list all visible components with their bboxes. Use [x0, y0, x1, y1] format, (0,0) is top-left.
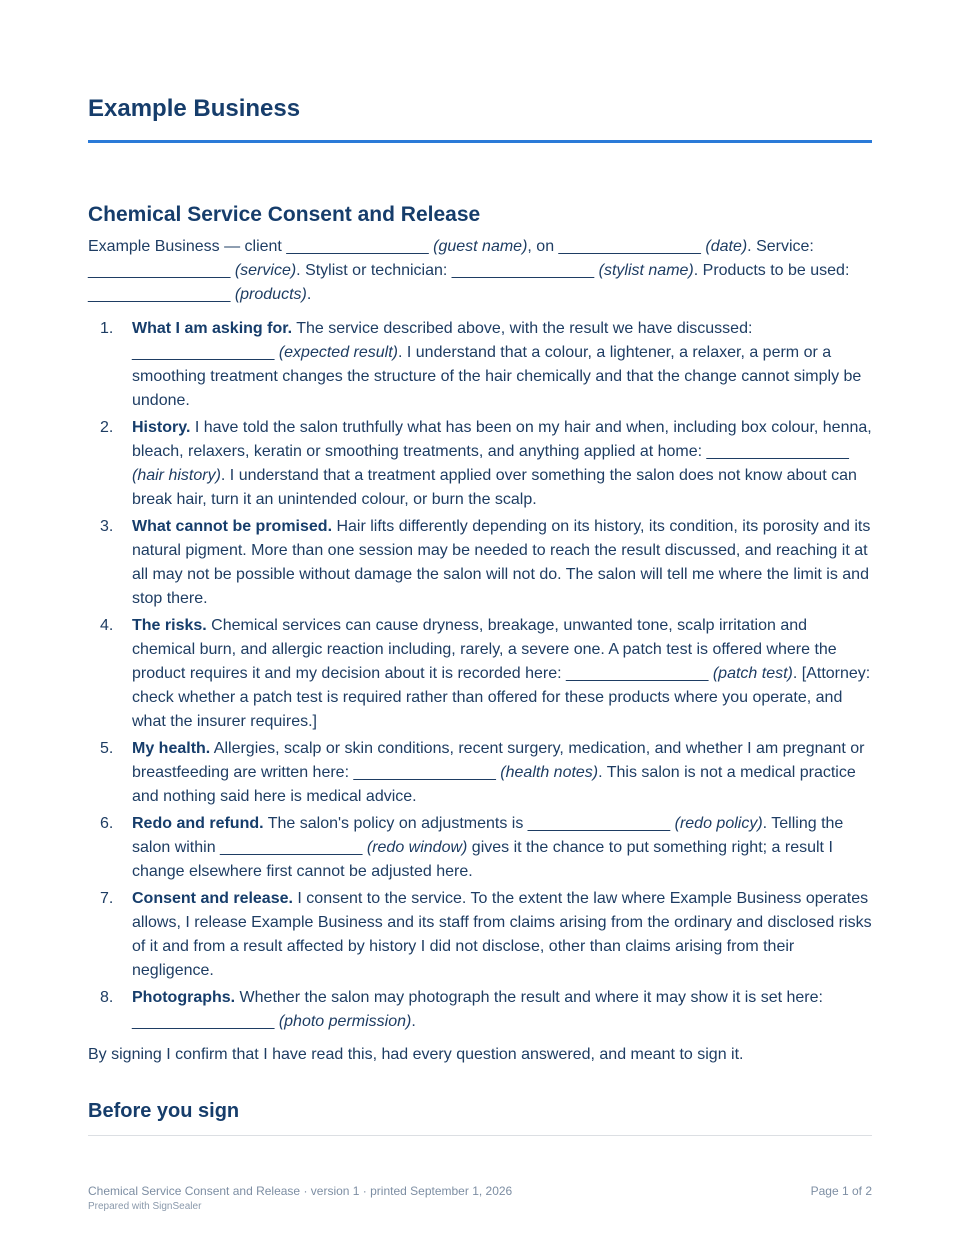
- service-hint: (service): [234, 262, 297, 279]
- clause-text: Whether the salon may photograph the result and where it may show it is set here:: [235, 989, 823, 1006]
- clause-text: The salon's policy on adjustments is: [263, 815, 528, 832]
- clause-item: [88, 416, 872, 512]
- health-notes-blank: ________________: [353, 764, 496, 781]
- health-notes-hint: (health notes): [500, 764, 599, 781]
- intro-text: .: [306, 286, 312, 303]
- hair-history-hint: (hair history): [132, 467, 221, 484]
- stylist-name-hint: (stylist name): [598, 262, 694, 279]
- redo-policy-hint: (redo policy): [674, 815, 763, 832]
- closing-statement: By signing I confirm that I have read this, had every question answered, and meant to sign it.: [88, 1046, 744, 1063]
- expected-result-blank: ________________: [132, 344, 275, 361]
- clause-heading: Redo and refund.: [132, 815, 264, 832]
- clause-number: 7.: [100, 890, 114, 907]
- intro-text: , on: [527, 238, 559, 255]
- clause-heading: My health.: [132, 740, 211, 757]
- products-blank: ________________: [88, 286, 231, 303]
- intro-paragraph: [88, 235, 872, 307]
- photo-permission-hint: (photo permission): [278, 1013, 412, 1030]
- clause-item: [88, 812, 872, 884]
- header-divider: [88, 140, 872, 143]
- clause-text: I consent to the service. To the extent the law where Example Business operates allows, I release Example Business and its staff from claims arising from the ordinary and disclosed risks of it and from a result affected by history I did not disclose, other than claims arising from their negligence.: [132, 890, 872, 979]
- clause-number: 4.: [100, 617, 114, 634]
- clause-text: . Telling the salon within: [132, 815, 844, 856]
- clause-text: The service described above, with the result we have discussed:: [292, 320, 753, 337]
- clause-number: 2.: [100, 419, 114, 436]
- clause-list: [88, 317, 872, 1037]
- service-blank: ________________: [88, 262, 231, 279]
- clause-number: 8.: [100, 989, 114, 1006]
- guest-name-hint: (guest name): [433, 238, 528, 255]
- clause-number: 1.: [100, 320, 114, 337]
- patch-test-blank: ________________: [566, 665, 709, 682]
- clause-item: [88, 986, 872, 1034]
- clause-text: Chemical services can cause dryness, breakage, unwanted tone, scalp irritation and chemical burn, and allergic reaction including, rarely, a severe one. A patch test is offered where the product requires it and my decision about it is recorded here:: [132, 617, 837, 682]
- clause-text: . This salon is not a medical practice and nothing said here is medical advice.: [132, 764, 856, 805]
- redo-window-hint: (redo window): [366, 839, 468, 856]
- document-title: Chemical Service Consent and Release: [88, 203, 481, 226]
- intro-text: . Products to be used:: [693, 262, 850, 279]
- clause-text: . I understand that a treatment applied over something the salon does not know about can break hair, turn it an unintended colour, or burn the scalp.: [132, 467, 857, 508]
- intro-text: . Service:: [747, 238, 814, 255]
- clause-item: [88, 317, 872, 413]
- clause-number: 5.: [100, 740, 114, 757]
- clause-text: . I understand that a colour, a lightener, a relaxer, a perm or a smoothing treatment changes the structure of the hair chemically and that the change cannot simply be undone.: [132, 344, 862, 409]
- intro-text: . Stylist or technician:: [296, 262, 452, 279]
- footer-prepared-with: Prepared with SignSealer: [88, 1201, 202, 1212]
- clause-item: [88, 887, 872, 983]
- clause-text: Hair lifts differently depending on its history, its condition, its porosity and its natural pigment. More than one session may be needed to reach the result discussed, and reaching it at all may not be possible without damage the salon will not do. The salon will tell me where the limit is and stop there.: [132, 518, 871, 607]
- clause-text: .: [411, 1013, 416, 1030]
- clause-item: [88, 737, 872, 809]
- clause-text: gives it the chance to put something right; a result I change elsewhere first cannot be adjusted here.: [132, 839, 833, 880]
- clause-item: [88, 614, 872, 734]
- clause-number: 6.: [100, 815, 114, 832]
- clause-text: I have told the salon truthfully what has been on my hair and when, including box colour, henna, bleach, relaxers, keratin or smoothing treatments, and anything applied at home:: [132, 419, 872, 460]
- clause-text: Allergies, scalp or skin conditions, recent surgery, medication, and whether I am pregnant or breastfeeding are written here:: [132, 740, 865, 781]
- clause-heading: What I am asking for.: [132, 320, 293, 337]
- photo-permission-blank: ________________: [132, 1013, 275, 1030]
- redo-policy-blank: ________________: [527, 815, 671, 832]
- date-hint: (date): [705, 238, 748, 255]
- footer-page-number: Page 1 of 2: [810, 1184, 872, 1198]
- clause-heading: The risks.: [132, 617, 207, 634]
- expected-result-hint: (expected result): [278, 344, 398, 361]
- intro-text: Example Business — client: [88, 238, 287, 255]
- date-blank: ________________: [558, 238, 701, 255]
- clause-number: 3.: [100, 518, 114, 535]
- clause-heading: History.: [132, 419, 191, 436]
- patch-test-hint: (patch test): [712, 665, 793, 682]
- hair-history-blank: ________________: [706, 443, 849, 460]
- clause-item: [88, 515, 872, 611]
- clause-heading: What cannot be promised.: [132, 518, 333, 535]
- redo-window-blank: ________________: [220, 839, 363, 856]
- stylist-name-blank: ________________: [451, 262, 595, 279]
- section-divider: [88, 1135, 872, 1136]
- clause-text: . [Attorney: check whether a patch test is required rather than offered for these products where you operate, and what the insurer requires.]: [132, 665, 871, 730]
- clause-heading: Photographs.: [132, 989, 236, 1006]
- business-name: Example Business: [88, 95, 301, 122]
- guest-name-blank: ________________: [286, 238, 429, 255]
- clause-heading: Consent and release.: [132, 890, 293, 907]
- footer-document-info: Chemical Service Consent and Release · version 1 · printed September 1, 2026: [88, 1184, 513, 1198]
- products-hint: (products): [234, 286, 307, 303]
- section-heading: Before you sign: [88, 1100, 240, 1122]
